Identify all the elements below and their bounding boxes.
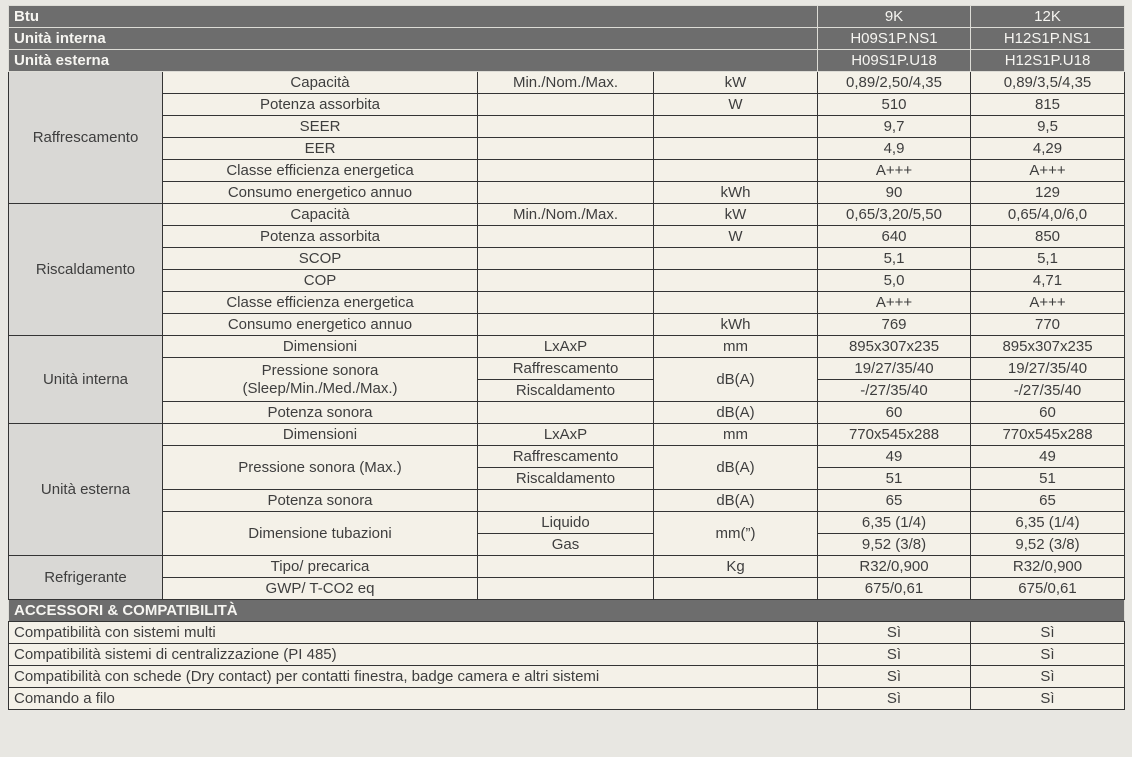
cell-param: Capacità <box>163 72 478 94</box>
cell-unit <box>654 116 818 138</box>
cell-value-9k: Sì <box>818 644 971 666</box>
cell-unit: dB(A) <box>654 358 818 402</box>
cell-value-12k: 0,65/4,0/6,0 <box>971 204 1125 226</box>
header-row-indoor-model <box>9 28 1125 50</box>
spec-table <box>8 5 1125 710</box>
cell-value-9k: 6,35 (1/4) <box>818 512 971 534</box>
section-title-unita-esterna: Unità esterna <box>9 424 163 556</box>
cell-value-9k: 5,1 <box>818 248 971 270</box>
table-row <box>9 160 1125 182</box>
outdoor-model-9k: H09S1P.U18 <box>818 50 971 72</box>
accessories-title: ACCESSORI & COMPATIBILITÀ <box>9 600 1125 622</box>
table-row <box>9 248 1125 270</box>
cell-unit: kW <box>654 204 818 226</box>
cell-param: Dimensione tubazioni <box>163 512 478 556</box>
cell-value-12k: 4,71 <box>971 270 1125 292</box>
table-row <box>9 94 1125 116</box>
cell-param: Dimensioni <box>163 336 478 358</box>
cell-subparam: Liquido <box>478 512 654 534</box>
accessory-label: Compatibilità sistemi di centralizzazione (PI 485) <box>9 644 818 666</box>
btu-label: Btu <box>9 6 818 28</box>
cell-subparam: Gas <box>478 534 654 556</box>
cell-value-9k: 675/0,61 <box>818 578 971 600</box>
cell-param: EER <box>163 138 478 160</box>
cell-param: Dimensioni <box>163 424 478 446</box>
cell-subparam <box>478 160 654 182</box>
cell-param: Potenza assorbita <box>163 94 478 116</box>
table-row <box>9 336 1125 358</box>
table-row <box>9 226 1125 248</box>
cell-value-12k: A+++ <box>971 160 1125 182</box>
cell-unit: kWh <box>654 182 818 204</box>
cell-unit: mm <box>654 336 818 358</box>
section-title-unita-interna: Unità interna <box>9 336 163 424</box>
cell-value-12k: 4,29 <box>971 138 1125 160</box>
cell-subparam <box>478 490 654 512</box>
cell-subparam: Riscaldamento <box>478 468 654 490</box>
cell-value-9k: 65 <box>818 490 971 512</box>
cell-param: Tipo/ precarica <box>163 556 478 578</box>
cell-subparam: Raffrescamento <box>478 358 654 380</box>
cell-value-12k: 60 <box>971 402 1125 424</box>
cell-param: Potenza sonora <box>163 402 478 424</box>
accessory-label: Compatibilità con schede (Dry contact) per contatti finestra, badge camera e altri sistemi <box>9 666 818 688</box>
cell-value-9k: 19/27/35/40 <box>818 358 971 380</box>
cell-value-12k: 770 <box>971 314 1125 336</box>
cell-value-9k: 0,89/2,50/4,35 <box>818 72 971 94</box>
cell-value-12k: 895x307x235 <box>971 336 1125 358</box>
cell-param: SEER <box>163 116 478 138</box>
cell-unit: dB(A) <box>654 490 818 512</box>
cell-subparam <box>478 402 654 424</box>
header-row-outdoor-model <box>9 50 1125 72</box>
cell-value-12k: 815 <box>971 94 1125 116</box>
cell-value-9k: 769 <box>818 314 971 336</box>
cell-value-9k: 640 <box>818 226 971 248</box>
cell-value-12k: 9,52 (3/8) <box>971 534 1125 556</box>
table-row <box>9 644 1125 666</box>
cell-value-9k: 51 <box>818 468 971 490</box>
table-row <box>9 270 1125 292</box>
cell-param: GWP/ T-CO2 eq <box>163 578 478 600</box>
cell-value-9k: 770x545x288 <box>818 424 971 446</box>
cell-value-9k: A+++ <box>818 160 971 182</box>
cell-subparam <box>478 556 654 578</box>
cell-value-12k: 0,89/3,5/4,35 <box>971 72 1125 94</box>
cell-value-9k: A+++ <box>818 292 971 314</box>
cell-param: Potenza assorbita <box>163 226 478 248</box>
cell-value-12k: -/27/35/40 <box>971 380 1125 402</box>
cell-value-12k: A+++ <box>971 292 1125 314</box>
cell-value-9k: -/27/35/40 <box>818 380 971 402</box>
cell-value-12k: Sì <box>971 644 1125 666</box>
cell-value-9k: 9,52 (3/8) <box>818 534 971 556</box>
cell-unit <box>654 160 818 182</box>
cell-subparam <box>478 138 654 160</box>
cell-value-9k: 510 <box>818 94 971 116</box>
table-row <box>9 204 1125 226</box>
table-row <box>9 182 1125 204</box>
cell-value-12k: 65 <box>971 490 1125 512</box>
section-title-raffrescamento: Raffrescamento <box>9 72 163 204</box>
cell-unit: Kg <box>654 556 818 578</box>
header-row-btu <box>9 6 1125 28</box>
table-row <box>9 688 1125 710</box>
cell-unit: dB(A) <box>654 402 818 424</box>
cell-value-12k: Sì <box>971 688 1125 710</box>
cell-unit: W <box>654 94 818 116</box>
cell-param: Potenza sonora <box>163 490 478 512</box>
table-row <box>9 292 1125 314</box>
cell-value-9k: 4,9 <box>818 138 971 160</box>
cell-value-12k: R32/0,900 <box>971 556 1125 578</box>
cell-value-9k: Sì <box>818 622 971 644</box>
cell-param: Consumo energetico annuo <box>163 182 478 204</box>
cell-subparam <box>478 292 654 314</box>
cell-subparam: Min./Nom./Max. <box>478 72 654 94</box>
accessories-header-row <box>9 600 1125 622</box>
capacity-12k: 12K <box>971 6 1125 28</box>
accessory-label: Compatibilità con sistemi multi <box>9 622 818 644</box>
indoor-model-12k: H12S1P.NS1 <box>971 28 1125 50</box>
cell-value-12k: 5,1 <box>971 248 1125 270</box>
table-row <box>9 556 1125 578</box>
cell-subparam <box>478 226 654 248</box>
cell-unit: dB(A) <box>654 446 818 490</box>
cell-param <box>163 358 478 402</box>
cell-value-12k: 9,5 <box>971 116 1125 138</box>
cell-subparam <box>478 116 654 138</box>
cell-subparam: LxAxP <box>478 424 654 446</box>
table-row <box>9 402 1125 424</box>
cell-param: Consumo energetico annuo <box>163 314 478 336</box>
cell-value-12k: 675/0,61 <box>971 578 1125 600</box>
cell-value-12k: Sì <box>971 622 1125 644</box>
cell-value-9k: 5,0 <box>818 270 971 292</box>
cell-value-12k: 770x545x288 <box>971 424 1125 446</box>
table-row <box>9 72 1125 94</box>
cell-param: Capacità <box>163 204 478 226</box>
cell-value-12k: 51 <box>971 468 1125 490</box>
accessory-label: Comando a filo <box>9 688 818 710</box>
cell-unit <box>654 578 818 600</box>
pressione-sonora-line2: (Sleep/Min./Med./Max.) <box>242 379 398 397</box>
cell-value-9k: Sì <box>818 688 971 710</box>
cell-subparam: Raffrescamento <box>478 446 654 468</box>
cell-param: Classe efficienza energetica <box>163 292 478 314</box>
cell-value-9k: 895x307x235 <box>818 336 971 358</box>
cell-subparam <box>478 270 654 292</box>
cell-subparam: Riscaldamento <box>478 380 654 402</box>
cell-subparam <box>478 182 654 204</box>
cell-unit <box>654 138 818 160</box>
cell-subparam: Min./Nom./Max. <box>478 204 654 226</box>
table-row <box>9 138 1125 160</box>
cell-value-12k: 19/27/35/40 <box>971 358 1125 380</box>
cell-value-9k: 60 <box>818 402 971 424</box>
cell-subparam <box>478 94 654 116</box>
cell-param: Pressione sonora (Max.) <box>163 446 478 490</box>
table-row <box>9 622 1125 644</box>
outdoor-model-12k: H12S1P.U18 <box>971 50 1125 72</box>
table-row <box>9 116 1125 138</box>
cell-unit: W <box>654 226 818 248</box>
table-row <box>9 512 1125 534</box>
cell-unit: kW <box>654 72 818 94</box>
cell-value-9k: 0,65/3,20/5,50 <box>818 204 971 226</box>
outdoor-unit-label: Unità esterna <box>9 50 818 72</box>
cell-value-12k: 6,35 (1/4) <box>971 512 1125 534</box>
cell-unit: mm(”) <box>654 512 818 556</box>
cell-subparam <box>478 314 654 336</box>
cell-subparam <box>478 578 654 600</box>
cell-unit: mm <box>654 424 818 446</box>
indoor-model-9k: H09S1P.NS1 <box>818 28 971 50</box>
table-row <box>9 358 1125 380</box>
table-row <box>9 490 1125 512</box>
cell-value-9k: 9,7 <box>818 116 971 138</box>
section-title-riscaldamento: Riscaldamento <box>9 204 163 336</box>
cell-param: Classe efficienza energetica <box>163 160 478 182</box>
cell-value-12k: 129 <box>971 182 1125 204</box>
capacity-9k: 9K <box>818 6 971 28</box>
cell-unit <box>654 248 818 270</box>
cell-value-9k: Sì <box>818 666 971 688</box>
cell-unit <box>654 292 818 314</box>
section-title-refrigerante: Refrigerante <box>9 556 163 600</box>
cell-value-9k: R32/0,900 <box>818 556 971 578</box>
cell-value-12k: Sì <box>971 666 1125 688</box>
cell-subparam <box>478 248 654 270</box>
table-row <box>9 446 1125 468</box>
pressione-sonora-line1: Pressione sonora <box>261 362 379 380</box>
indoor-unit-label: Unità interna <box>9 28 818 50</box>
cell-value-12k: 49 <box>971 446 1125 468</box>
cell-value-9k: 49 <box>818 446 971 468</box>
cell-unit: kWh <box>654 314 818 336</box>
cell-param: SCOP <box>163 248 478 270</box>
cell-value-9k: 90 <box>818 182 971 204</box>
cell-param: COP <box>163 270 478 292</box>
cell-subparam: LxAxP <box>478 336 654 358</box>
table-row <box>9 666 1125 688</box>
table-row <box>9 314 1125 336</box>
table-row <box>9 578 1125 600</box>
cell-unit <box>654 270 818 292</box>
cell-value-12k: 850 <box>971 226 1125 248</box>
table-row <box>9 424 1125 446</box>
